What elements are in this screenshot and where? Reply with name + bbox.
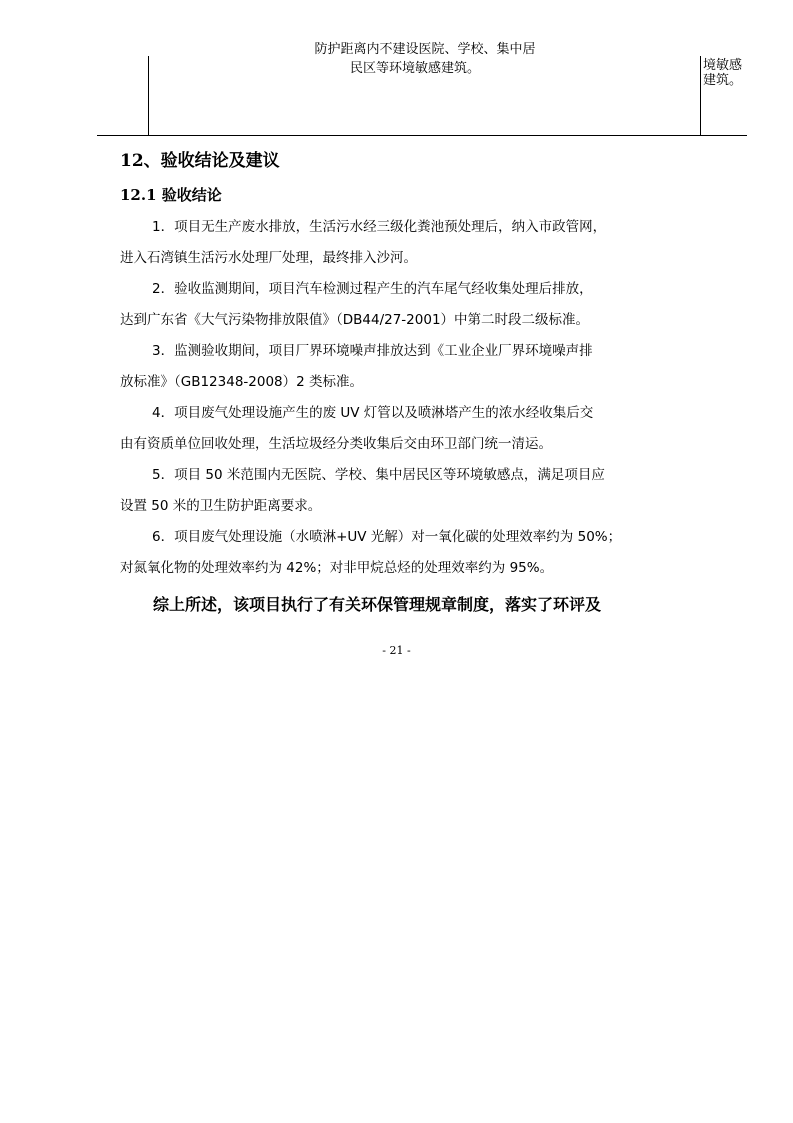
conclusion-line: 放标准》（GB12348-2008）2 类标准。 [120,374,364,390]
table-border-bottom [97,135,747,136]
conclusion-line: 6．项目废气处理设施（水喷淋+UV 光解）对一氧化碳的处理效率约为 50%； [152,529,622,545]
conclusion-item [120,398,700,460]
subsection-heading: 12.1 验收结论 [120,186,222,204]
conclusion-line: 4．项目废气处理设施产生的废 UV 灯管以及喷淋塔产生的浓水经收集后交 [152,405,594,421]
summary-line: 综上所述，该项目执行了有关环保管理规章制度，落实了环评及 [153,595,602,614]
conclusion-line: 设置 50 米的卫生防护距离要求。 [120,498,322,514]
table-border-right [700,56,701,136]
conclusion-item [120,336,700,398]
section-heading: 12、验收结论及建议 [120,151,280,171]
conclusion-line: 达到广东省《大气污染物排放限值》（DB44/27-2001）中第二时段二级标准。 [120,312,590,328]
conclusion-line: 3．监测验收期间，项目厂界环境噪声排放达到《工业企业厂界环境噪声排 [152,343,593,359]
table-right-cell [703,58,753,88]
conclusion-line: 2．验收监测期间，项目汽车检测过程产生的汽车尾气经收集处理后排放， [152,281,593,297]
conclusion-item [120,522,700,584]
conclusion-line: 对氮氧化物的处理效率约为 42%；对非甲烷总烃的处理效率约为 95%。 [120,560,554,576]
conclusion-line: 5．项目 50 米范围内无医院、学校、集中居民区等环境敏感点，满足项目应 [152,467,605,483]
table-middle-cell-line: 民区等环境敏感建筑。 [349,61,480,76]
conclusion-item [120,460,700,522]
conclusion-item [120,274,700,336]
table-right-cell-line: 境敏感 [703,58,743,73]
page-number: - 21 - [382,644,411,657]
table-middle-cell [150,40,700,78]
table-right-cell-line: 建筑。 [703,73,743,88]
conclusions-list [120,212,700,584]
conclusion-item [120,212,700,274]
conclusion-line: 进入石湾镇生活污水处理厂处理，最终排入沙河。 [120,250,417,266]
table-middle-cell-line: 防护距离内不建设医院、学校、集中居 [314,42,536,57]
conclusion-line: 1．项目无生产废水排放，生活污水经三级化粪池预处理后，纳入市政管网， [152,219,607,235]
conclusion-line: 由有资质单位回收处理，生活垃圾经分类收集后交由环卫部门统一清运。 [120,436,552,452]
